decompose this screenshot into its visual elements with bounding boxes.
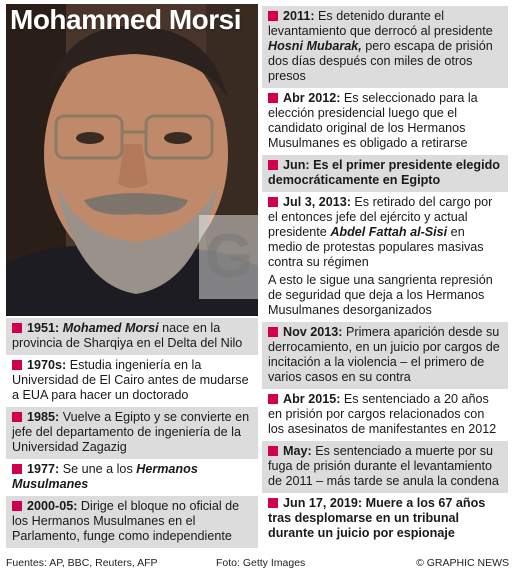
entry-body: Estudia ingeniería en la Universidad de El Cairo antes de mudarse a EUA para hacer un doctorado: [12, 358, 249, 402]
entry-date: Jun 17, 2019: Muere a los 67 años tras desplomarse en un tribunal durante un juicio por espionaje: [268, 496, 486, 540]
entry-date: Jul 3, 2013:: [283, 195, 355, 209]
timeline-entry: [262, 441, 508, 493]
bullet-square-icon: [268, 160, 278, 170]
timeline-entry: [262, 389, 508, 441]
timeline-entry-text: [268, 444, 502, 489]
entry-date: Nov 2013:: [283, 325, 346, 339]
timeline-entry-text: [268, 496, 502, 541]
timeline-entry: [6, 496, 258, 548]
entry-body: pero escapa de prisión dos días después con miles de otros presos: [268, 39, 493, 83]
timeline-entry: [6, 407, 258, 459]
bullet-square-icon: [268, 93, 278, 103]
timeline-entry-text: [268, 392, 502, 437]
timeline-entry: [262, 155, 508, 192]
timeline-entry-text: [12, 499, 252, 544]
timeline-entry-text: [268, 91, 502, 151]
timeline-entry-text: [268, 195, 502, 270]
sources-text: Fuentes: AP, BBC, Reuters, AFP: [6, 557, 158, 569]
entry-body: nace en la provincia de Sharqiya en el Delta del Nilo: [12, 321, 243, 350]
timeline-entry-text: [268, 158, 502, 188]
timeline-entry-text: [268, 325, 502, 385]
entry-extra-text: A esto le sigue una sangrienta represión de seguridad que deja a los Hermanos Musulmanes desorganizados: [268, 273, 493, 317]
entry-body: Es detenido durante el levantamiento que derrocó al presidente: [268, 9, 493, 38]
entry-body: Es seleccionado para la elección presidencial luego que el candidato original de los Hermanos Musulmanes es obligado a retirarse: [268, 91, 478, 150]
timeline-entry: [262, 322, 508, 389]
entry-body: Es sentenciado a 20 años en prisión por cargos relacionados con los asesinatos de manifestantes en 2012: [268, 392, 497, 436]
entry-date: 1951:: [27, 321, 63, 335]
entry-date: 2011:: [283, 9, 319, 23]
entry-name: Hermanos Musulmanes: [12, 462, 198, 491]
entry-name: Hosni Mubarak,: [268, 39, 362, 53]
bullet-square-icon: [268, 327, 278, 337]
timeline-entry: [262, 6, 508, 88]
timeline-entry: [262, 88, 508, 155]
entry-date: 1977:: [27, 462, 63, 476]
timeline-entry: [262, 192, 508, 322]
entry-date: 2000-05:: [27, 499, 81, 513]
entry-body: Es retirado del cargo por el entonces jefe del ejército y actual presidente: [268, 195, 493, 239]
bullet-square-icon: [12, 501, 22, 511]
page-title: Mohammed Morsi: [10, 4, 242, 35]
bullet-square-icon: [12, 360, 22, 370]
bullet-square-icon: [12, 412, 22, 422]
timeline-entry: [6, 459, 258, 496]
timeline-left: [6, 318, 258, 548]
entry-body: Primera aparición desde su derrocamiento, en un juicio por cargos de incitación a la violencia – el primero de varios casos en su contra: [268, 325, 500, 384]
entry-body: en medio de protestas populares masivas contra su régimen: [268, 225, 484, 269]
bullet-square-icon: [12, 464, 22, 474]
timeline-entry: [262, 493, 508, 545]
entry-body: Se une a los: [62, 462, 137, 476]
timeline-entry-text: [12, 410, 252, 455]
entry-date: May:: [283, 444, 316, 458]
entry-date: 1970s:: [27, 358, 70, 372]
entry-body: Dirige el bloque no oficial de los Hermanos Musulmanes en el Parlamento, funge como independiente: [12, 499, 240, 543]
bullet-square-icon: [268, 446, 278, 456]
timeline-entry-text: [12, 462, 252, 492]
bullet-square-icon: [12, 323, 22, 333]
timeline-entry: [6, 355, 258, 407]
timeline-entry-text: [268, 9, 502, 84]
photo-credit: Foto: Getty Images: [216, 557, 306, 569]
bullet-square-icon: [268, 498, 278, 508]
entry-date: Abr 2012:: [283, 91, 344, 105]
footer: [6, 557, 509, 569]
entry-date: Jun: Es el primer presidente elegido democráticamente en Egipto: [268, 158, 500, 187]
entry-date: Abr 2015:: [283, 392, 344, 406]
entry-name: Mohamed Morsi: [62, 321, 159, 335]
bullet-square-icon: [268, 197, 278, 207]
timeline-entry-text: [12, 321, 252, 351]
bullet-square-icon: [268, 394, 278, 404]
entry-name: Abdel Fattah al-Sisi: [330, 225, 448, 239]
timeline-right: [262, 6, 508, 545]
timeline-entry-text: [12, 358, 252, 403]
graphic-news-credit: © GRAPHIC NEWS: [416, 557, 509, 569]
bullet-square-icon: [268, 11, 278, 21]
graphic-news-watermark: G: [199, 215, 259, 299]
entry-date: 1985:: [27, 410, 63, 424]
entry-body: Es sentenciado a muerte por su fuga de prisión durante el levantamiento de 2011 – más tarde se anula la condena: [268, 444, 499, 488]
entry-body: Vuelve a Egipto y se convierte en jefe del departamento de ingeniería de la Universidad Zagazig: [12, 410, 250, 454]
timeline-entry: [6, 318, 258, 355]
